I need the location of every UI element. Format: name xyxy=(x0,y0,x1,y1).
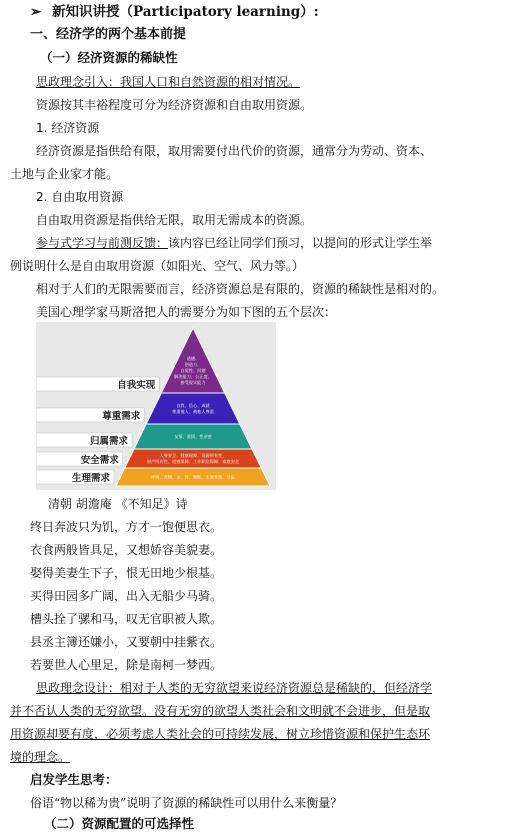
pyramid-level-text: 创造力、 xyxy=(184,361,202,367)
question-line: 俗语“物以稀为贵”说明了资源的稀缺性可以用什么来衡量？ xyxy=(30,796,343,810)
pyramid-level-text: 解决能力、公正度、 xyxy=(174,373,212,379)
pyramid-level-text: 人身安全、健康保障、资源所有性、 xyxy=(159,452,227,458)
participatory-line2: 例说明什么是自由取用资源（如阳光、空气、风力等。） xyxy=(10,259,305,273)
pyramid-level-text: 自觉性、问题 xyxy=(180,367,206,373)
item1-line1: 经济资源是指供给有限，取用需要付出代价的资源，通常分为劳动、资本、 xyxy=(36,144,433,158)
item1-title: 1. 经济资源 xyxy=(36,121,100,135)
design-label: 思政理念设计： xyxy=(36,681,121,695)
poem-line: 终日奔波只为饥，方才一饱便思衣。 xyxy=(30,520,223,534)
pyramid-level-text: 自我、信心、成就 xyxy=(176,402,210,408)
design-text-1: 相对于人类的无穷欲望来说经济资源总是稀缺的，但经济学 xyxy=(120,681,433,695)
poem-line: 县丞主簿还嫌小，又要朝中挂紫衣。 xyxy=(30,635,223,649)
item2-line1: 自由取用资源是指供给无限，取用无需成本的资源。 xyxy=(36,213,313,227)
participatory-label: 参与式学习与前测反馈： xyxy=(36,236,169,250)
heading xyxy=(30,4,319,20)
pyramid-level-text: 尊重他人、被他人尊重 xyxy=(172,408,214,414)
pyramid-level-text: 道德、 xyxy=(186,355,200,361)
pyramid-level-label: 自我实现 xyxy=(117,380,156,391)
maslow-intro: 美国心理学家马斯洛把人的需要分为如下图的五个层次： xyxy=(36,305,337,319)
heading-text: 新知识讲授（Participatory learning）: xyxy=(52,4,319,20)
participatory-text: 该内容已经让同学们预习，以提问的形式让学生举 xyxy=(168,236,433,250)
pyramid-level-text: 财产所有性、道德保障、工作职位保障、家庭安全 xyxy=(146,458,240,464)
inspire-title: 启发学生思考： xyxy=(30,772,118,787)
pyramid-level-label: 归属需求 xyxy=(90,436,129,447)
subsection2-title: （二）资源配置的可选择性 xyxy=(44,816,195,831)
scarcity-line: 相对于人们的无限需要而言，经济资源总是有限的，资源的稀缺性是相对的。 xyxy=(36,282,445,296)
design-line2: 并不否认人类的无穷欲望。没有无穷的欲望人类社会和文明就不会进步，但是取 xyxy=(10,704,431,718)
pyramid-level-text: 呼吸、食物、水、性、睡眠、生理平衡、分泌 xyxy=(151,474,235,480)
pyramid-level-text: 友情、爱情、性亲密 xyxy=(174,433,212,439)
pyramid-level-label: 尊重需求 xyxy=(102,411,141,422)
poem-title: 清朝 胡澹庵 《不知足》诗 xyxy=(48,497,188,511)
poem-line: 衣食两般皆具足，又想娇容美貌妻。 xyxy=(30,543,223,557)
poem-line: 槽头拴了骡和马，叹无官职被人欺。 xyxy=(30,612,223,626)
poem-line: 娶得美妻生下子，恨无田地少根基。 xyxy=(30,566,223,580)
maslow-pyramid xyxy=(36,322,276,490)
intro-label: 思政理念引入：我国人口和自然资源的相对情况。 xyxy=(36,75,301,89)
pyramid-level-text: 接受现实能力 xyxy=(180,379,206,385)
section1-title: 一、经济学的两个基本前提 xyxy=(30,27,187,42)
subsection1-title: （一）经济资源的稀缺性 xyxy=(40,50,178,65)
poem-line: 买得田园多广阔，出入无船少马骑。 xyxy=(30,589,223,603)
item2-title: 2. 自由取用资源 xyxy=(36,190,124,204)
design-line3: 用资源却要有度，必须考虑人类社会的可持续发展，树立珍惜资源和保护生态环 xyxy=(10,727,431,741)
p-classify: 资源按其丰裕程度可分为经济资源和自由取用资源。 xyxy=(36,98,313,112)
pyramid-level-label: 安全需求 xyxy=(80,455,119,466)
poem-line: 若要世人心里足，除是南柯一梦西。 xyxy=(30,658,223,672)
participatory-line1 xyxy=(36,235,432,251)
arrow-icon: ➢ xyxy=(30,4,42,20)
design-line4: 境的理念。 xyxy=(10,750,71,764)
item1-line2: 土地与企业家才能。 xyxy=(10,167,119,181)
pyramid-level-label: 生理需求 xyxy=(71,473,110,484)
design-line1 xyxy=(36,680,432,696)
